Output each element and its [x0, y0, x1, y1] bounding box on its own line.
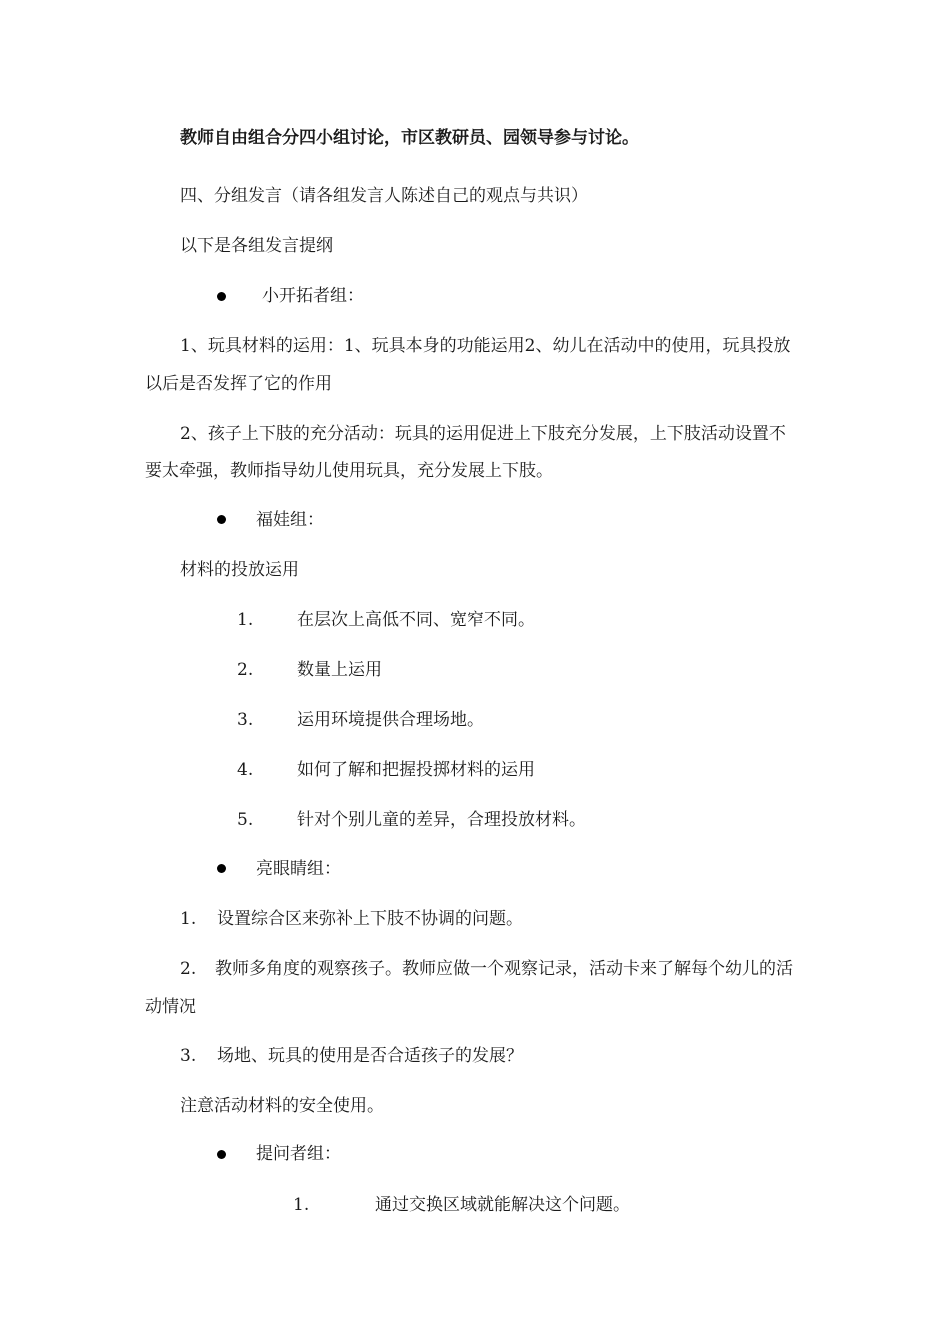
list-item: 针对个别儿童的差异，合理投放材料。 [297, 810, 586, 830]
list-item-number: 2. [237, 660, 254, 680]
group4-item1: 通过交换区域就能解决这个问题。 [375, 1195, 630, 1215]
group1-para2-line2: 要太牵强，教师指导幼儿使用玩具，充分发展上下肢。 [145, 461, 553, 481]
discussion-heading: 教师自由组合分四小组讨论，市区教研员、园领导参与讨论。 [180, 128, 639, 148]
group1-para1-line2: 以后是否发挥了它的作用 [145, 374, 332, 394]
bullet-icon [217, 864, 226, 873]
section-four-title: 四、分组发言（请各组发言人陈述自己的观点与共识） [180, 186, 588, 206]
group3-item2-line1: 教师多角度的观察孩子。教师应做一个观察记录，活动卡来了解每个幼儿的活 [215, 959, 793, 979]
list-item-number: 3. [237, 710, 254, 730]
group3-item1: 设置综合区来弥补上下肢不协调的问题。 [217, 909, 523, 929]
bullet-icon [217, 515, 226, 524]
bullet-icon [217, 1150, 226, 1159]
list-item-number: 5. [237, 810, 254, 830]
group1-para1-line1: 1、玩具材料的运用：1、玩具本身的功能运用2、幼儿在活动中的使用，玩具投放 [180, 336, 791, 356]
group1-para2-line1: 2、孩子上下肢的充分活动：玩具的运用促进上下肢充分发展，上下肢活动设置不 [180, 424, 786, 444]
group1-title: 小开拓者组： [262, 286, 364, 306]
group2-title: 福娃组： [256, 510, 324, 530]
list-item: 数量上运用 [297, 660, 382, 680]
list-item-number: 1. [237, 610, 254, 630]
group4-title: 提问者组： [256, 1144, 341, 1164]
list-item: 运用环境提供合理场地。 [297, 710, 484, 730]
list-item-number: 3. [180, 1046, 197, 1066]
group3-note: 注意活动材料的安全使用。 [180, 1096, 384, 1116]
group3-item3: 场地、玩具的使用是否合适孩子的发展？ [217, 1046, 523, 1066]
bullet-icon [217, 292, 226, 301]
list-item: 在层次上高低不同、宽窄不同。 [297, 610, 535, 630]
list-item-number: 1. [180, 909, 197, 929]
list-item: 如何了解和把握投掷材料的运用 [297, 760, 535, 780]
group2-subtitle: 材料的投放运用 [180, 560, 299, 580]
list-item-number: 4. [237, 760, 254, 780]
list-item-number: 1. [293, 1195, 310, 1215]
group3-title: 亮眼睛组： [256, 859, 341, 879]
outline-intro: 以下是各组发言提纲 [180, 236, 333, 256]
list-item-number: 2. [180, 959, 197, 979]
group3-item2-line2: 动情况 [145, 997, 196, 1017]
